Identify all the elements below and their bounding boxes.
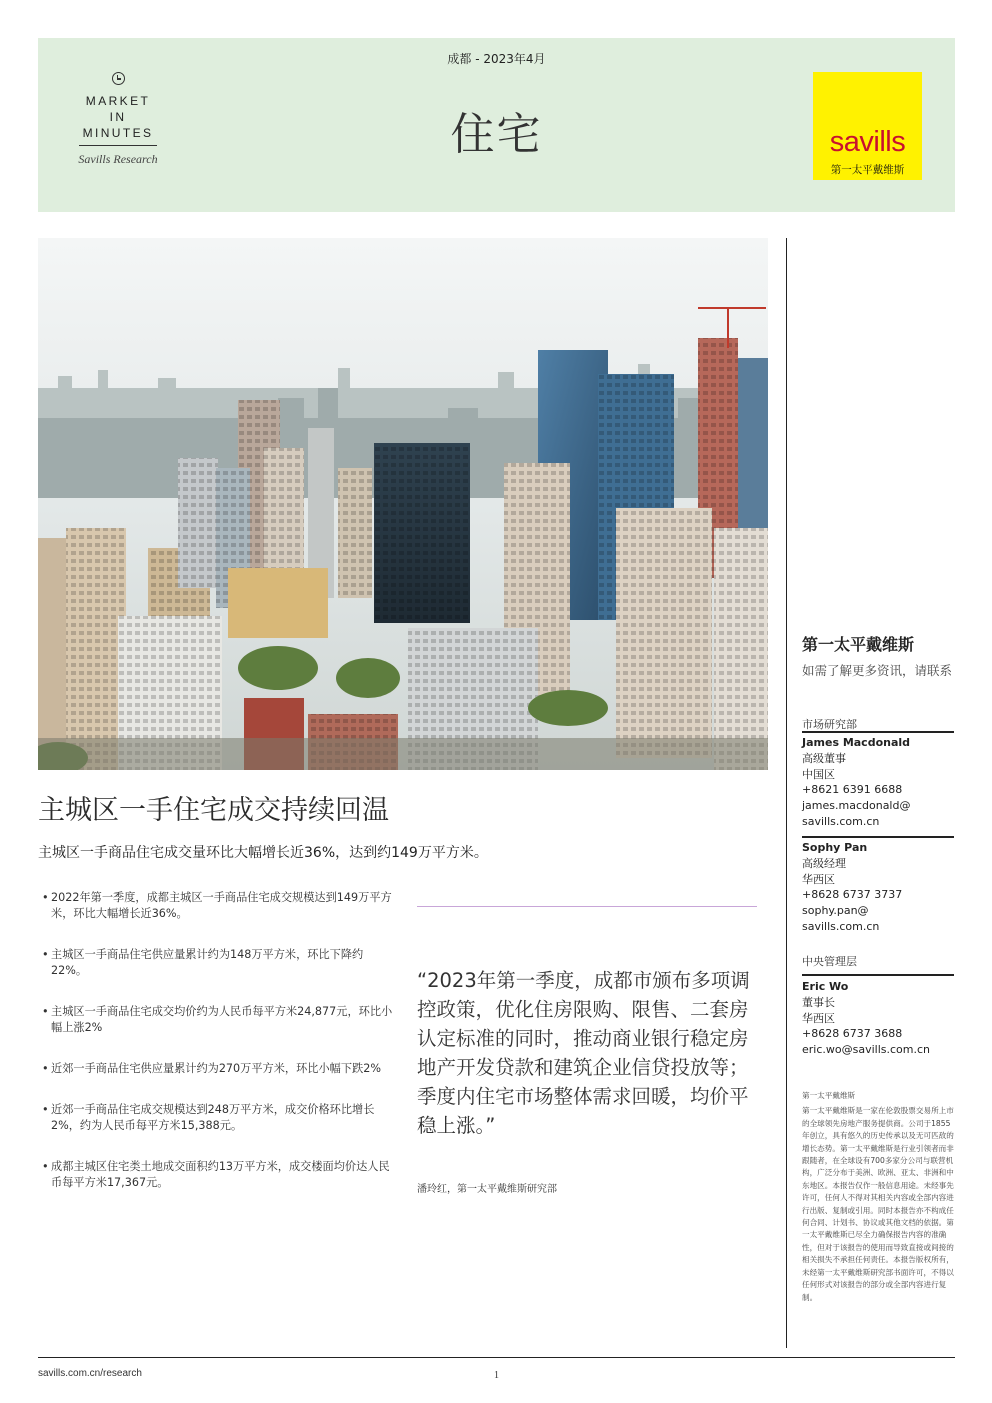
contact-card — [802, 735, 954, 830]
page-title: 住宅 — [450, 109, 543, 160]
quote-author: 潘玲红，第一太平戴维斯研究部 — [417, 1184, 557, 1195]
disclaimer-text: 第一太平戴维斯是一家在伦敦股票交易所上市的全球领先房地产服务提供商。公司于1855年创立，具有悠久的历史传承以及无可匹敌的增长态势。第一太平戴维斯是行业引领者而非跟随者，在全球设有700多家分公司与联营机构，广泛分布于美洲、欧洲、亚太、非洲和中东地区。本报告仅作一般信息用途。未经事先许可，任何人不得对其相关内容或全部内容进行出版、复制或引用。同时本报告亦不构成任何合同、计划书、协议或其他文档的依据。第一太平戴维斯已尽全力确保报告内容的准确性，但对于该报告的使用而导致直接或间接的相关损失不承担任何责任。本报告版权所有，未经第一太平戴维斯研究部书面许可，不得以任何形式对该报告的部分或全部内容进行复制。 — [802, 1106, 954, 1302]
article-headline: 主城区一手住宅成交持续回温 — [38, 795, 389, 826]
page-number: 1 — [494, 1370, 499, 1381]
contact-phone: +8628 6737 3688 — [802, 1027, 903, 1041]
contact-email[interactable]: eric.wo@savills.com.cn — [802, 1043, 931, 1057]
article-subheadline: 主城区一手商品住宅成交量环比大幅增长近36%，达到约149万平方米。 — [38, 845, 488, 861]
list-item: • 主城区一手商品住宅成交均价约为人民币每平方米24,877元，环比小幅上涨2% — [42, 1004, 398, 1036]
report-date: 成都 - 2023年4月 — [447, 52, 546, 66]
contact-rule — [802, 836, 954, 838]
list-item: • 近郊一手商品住宅供应量累计约为270万平方米，环比小幅下跌2% — [42, 1061, 398, 1077]
sidebar-title: 第一太平戴维斯 — [802, 635, 915, 654]
brand-word: MINUTES — [82, 126, 154, 140]
logo-text: savills — [829, 126, 906, 158]
contact-region: 华西区 — [802, 872, 835, 886]
contact-phone: +8621 6391 6688 — [802, 783, 903, 797]
contact-region: 中国区 — [802, 767, 835, 781]
disclaimer-title: 第一太平戴维斯 — [802, 1091, 856, 1100]
contact-email[interactable]: james.macdonald@ — [802, 799, 911, 813]
list-item: • 成都主城区住宅类土地成交面积约13万平方米，成交楼面均价达人民币每平方米17,367元。 — [42, 1159, 398, 1191]
header-band — [38, 38, 955, 212]
disclaimer-block — [802, 1090, 954, 1304]
contact-email-domain[interactable]: savills.com.cn — [802, 919, 880, 933]
footer-rule — [38, 1357, 955, 1358]
contact-email[interactable]: sophy.pan@ — [802, 904, 869, 918]
list-item: • 主城区一手商品住宅供应量累计约为148万平方米，环比下降约22%。 — [42, 947, 398, 979]
column-divider — [786, 238, 787, 1348]
key-points-list — [42, 890, 398, 1216]
contact-role: 高级经理 — [802, 856, 846, 870]
contact-role: 高级董事 — [802, 751, 846, 765]
section-central-label: 中央管理层 — [802, 955, 857, 968]
contact-name: Sophy Pan — [802, 841, 868, 854]
section-research-label: 市场研究部 — [802, 718, 857, 731]
contact-card — [802, 840, 954, 935]
contact-name: Eric Wo — [802, 980, 849, 993]
contact-role: 董事长 — [802, 995, 835, 1009]
contact-card — [802, 979, 954, 1058]
quote-divider — [417, 906, 757, 907]
contact-email-domain[interactable]: savills.com.cn — [802, 814, 880, 828]
list-item: • 近郊一手商品住宅成交规模达到248万平方米，成交价格环比增长2%，约为人民币每平方米15,388元。 — [42, 1102, 398, 1134]
sidebar-intro: 如需了解更多资讯，请联系 — [802, 663, 953, 678]
list-item: • 2022年第一季度，成都主城区一手商品住宅成交规模达到149万平方米，环比大幅增长近36%。 — [42, 890, 398, 922]
section-rule — [802, 731, 954, 733]
brand-word: MARKET — [85, 94, 151, 108]
brand-subtitle: Savills Research — [78, 152, 158, 166]
footer-url[interactable]: savills.com.cn/research — [38, 1368, 142, 1379]
contact-name: James Macdonald — [802, 736, 911, 749]
contact-region: 华西区 — [802, 1011, 835, 1025]
clock-icon — [112, 72, 125, 85]
logo-cn-text: 第一太平戴维斯 — [830, 164, 905, 176]
savills-logo — [813, 72, 922, 180]
section-rule — [802, 974, 954, 976]
contact-phone: +8628 6737 3737 — [802, 888, 903, 902]
city-skyline-photo — [38, 238, 768, 770]
pull-quote: “2023年第一季度，成都市颁布多项调控政策，优化住房限购、限售、二套房认定标准的同时，推动商业银行稳定房地产开发贷款和建筑企业信贷投放等；季度内住宅市场整体需求回暖，均价平稳上涨。” — [417, 969, 750, 1137]
brand-word: IN — [109, 110, 127, 124]
